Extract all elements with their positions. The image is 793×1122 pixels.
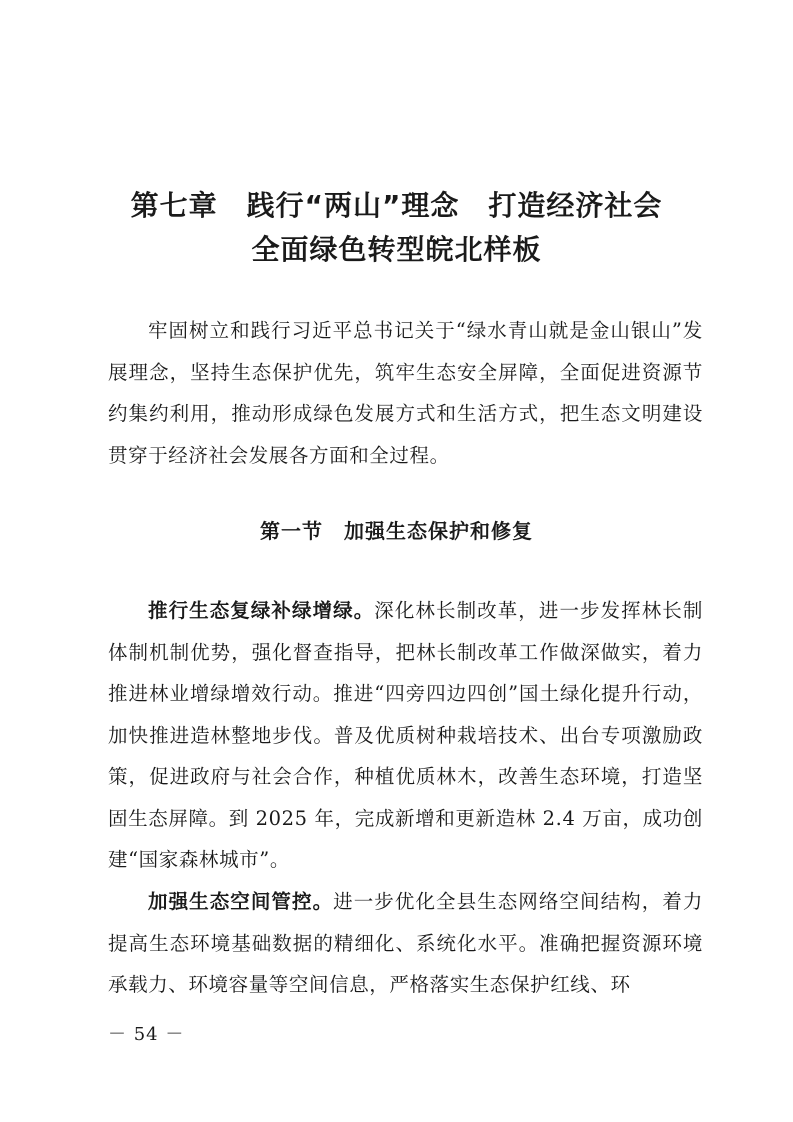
body-paragraph <box>108 590 703 881</box>
paragraph-body-text: 进一步优化全县生态网络空间结构，着力提高生态环境基础数据的精细化、系统化水平。准确把握资源环境承载力、环境容量等空间信息，严格落实生态保护红线、环 <box>108 890 703 996</box>
section-title: 第一节 加强生态保护和修复 <box>260 519 533 543</box>
paragraph-lead-heading: 加强生态空间管控。 <box>148 890 334 913</box>
paragraph-lead-heading: 推行生态复绿补绿增绿。 <box>148 599 375 622</box>
paragraph-body-text: 深化林长制改革，进一步发挥林长制体制机制优势，强化督查指导，把林长制改革工作做深做实，着力推进林业增绿增效行动。推进“四旁四边四创”国土绿化提升行动，加快推进造林整地步伐。普及优质树种栽培技术、出台专项激励政策，促进政府与社会合作，种植优质林木，改善生态环境，打造坚固生态屏障。到 2025 年，完成新增和更新造林 2.4 万亩，成功创建“国家森林城市”。 <box>108 599 703 871</box>
page-number: － 54 － <box>108 1024 185 1045</box>
chapter-intro-paragraph: 牢固树立和践行习近平总书记关于“绿水青山就是金山银山”发展理念，坚持生态保护优先，筑牢生态安全屏障，全面促进资源节约集约利用，推动形成绿色发展方式和生活方式，把生态文明建设贯穿于经济社会发展各方面和全过程。 <box>108 319 703 467</box>
chapter-title-line-2: 全面绿色转型皖北样板 <box>251 233 542 266</box>
body-paragraph <box>108 881 703 1006</box>
chapter-title-line-1: 第七章 践行“两山”理念 打造经济社会 <box>130 189 663 222</box>
